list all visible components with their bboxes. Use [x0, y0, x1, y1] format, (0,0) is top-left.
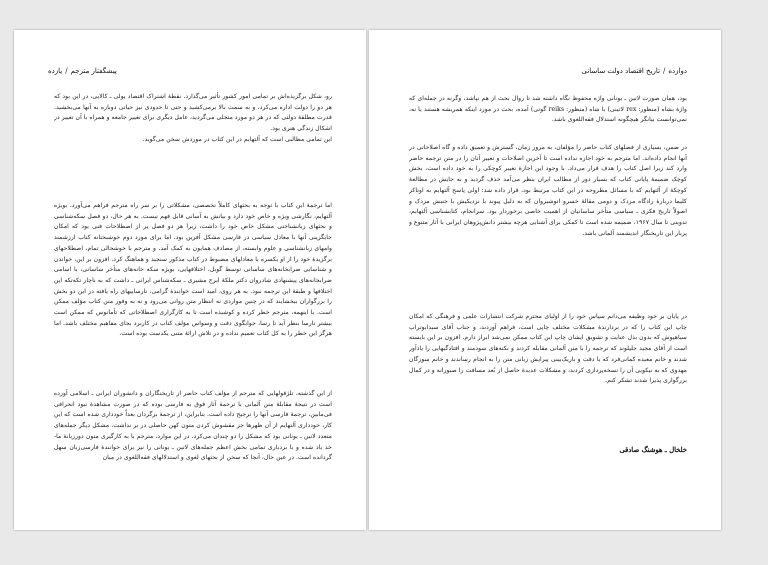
translator-signature: خلخال ـ هوشنگ صادقی [619, 446, 687, 454]
left-paragraph-2: اما ترجمهٔ این کتاب با توجه به بحثهای کاملاً تخصصی، مشکلاتی را بر سر راه مترجم فراهم می‌آورد. بویژه آلتهایم، نگارشی ویژه و خاص خود دارد و بیانش به آسانی قابل فهم نیست. به هر حال، دو فصل سکه‌شناسی و بحثهای زبانشناختی مشکل خاص خود را داشت، زیرا هر دو فصل پر از اصطلاحات فنی بود که امکان جایگزینی آنها با معادل سیاسی در فارسی مشکل آفرین بود. اما برای مورد دوم خوشبختانه کتاب ارزشمند وامهای زبانشناسی و علوم وابسته، از مصادف همایون به کمک آمد. و مترجم با خوشحالی تمام، اصطلاحهای برگزیدهٔ خود را از او یکسره با معادلهای مضبوط در کتاب مذکور سنجید و هماهنگ کرد. افزون بر این، خواندن و شناسایی ضرابخانه‌های ساسانی توسط گوبل، اختلافهایی، بویژه سکه خانه‌های متأخر ساسانی، با اسامی ضرابخانه‌های پیشنهادی شادروان دکتر ملکهٔ ایرج مشیری ـ سکه‌شناس ایرانی ـ داشت که به ناچار تکه‌تکه این اختلافها و طبقهٔ این ترجمه نبود. به هر روی، امید است خوانندهٔ گرامی، نارساییهای راه یافته در این دو بخش را بزرگواران ببخشایند که در چنین مواردی نه انتظار متن روانی می‌رود و نه به وفور متن کتاب مؤلف ممکن است. با اینهمه، مترجم خطر کرده و کوشیده است تا به کارگزاری اصطلاحاتی که تأمانوس که ممکن است بیشتر نارسا بنظر آید تا رسا، جوابگوی دقت و وسواس مؤلف کتاب در کاربرد بجای مفاهیم مختلف باشد. اما هرگز این خطر را به کل کتاب تعمیم نداده و در تلاش ارائهٔ متنی یکدست بوده است. [54, 202, 332, 338]
left-header-separator: / [65, 67, 68, 75]
left-header-page-number: یازده [48, 67, 63, 75]
right-header-page-number: دوازده [668, 67, 687, 75]
right-header-title: تاریخ اقتصاد دولت ساسانی [581, 67, 661, 75]
left-page-header [48, 67, 332, 75]
right-paragraph-1: بود، همان صورت لاتین ـ یونانی واژه محفوظ نگاه داشته شد تا روال بحث از هم نپاشد، وگرنه در جمله‌ای که واژهٔ بشاه (منظور: rex لاتینی) با شاه (منظور: reiks گوتی) آمده، بحث در مورد اینکه همریشه هستند یا نه، نمی‌توانست بیانگر هیچگونه استدلال فقه‌اللغوی باشد. [409, 95, 687, 124]
right-page-header [403, 67, 687, 75]
left-header-title: پیشگفتار مترجم [70, 67, 117, 75]
left-paragraph-3: از این گذشته، تلژقولهایی که مترجم از مؤلف کتاب حاضر از تاریخنگاران و دانشوران ایرانی ـ اسلامی آورده است در نتیجهٔ مقابلهٔ متن آلمانی با ترجمهٔ آثار فوق به فارسی بوده که در صورت مشاهدهٔ نبود انحرافی فی‌مابین، ترجمهٔ فارسی آنها را ترجیح داده است. بنابراین، از ترجمهٔ برگردان بعداً خودداری شده است که این کار، خودداری آلتهایم از آن ظهرها جز مقشوش کردن متون کهن حاصلی در بر نداشت. مشکل دیگر جمله‌های متعدد لاتین ـ یونانی بود که مشکل را دو چندان می‌کرد. در این موارد، مترجم با به کارگیری متون دورزبانهٔ ما-خذ یاد شده و با بردباری تمامی بخش اعظم جمله‌های لاتین ـ یونانی را نیز برای خوانندهٔ فارسی‌زبان سهل گردانده است. در عین حال، آنجا که سخن از بحثهای لغوی و استدلالهای فقه‌اللغوی در میان [54, 390, 332, 462]
right-paragraph-2: در ضمن، بسیاری از فصلهای کتاب حاضر را مؤلفان، به مرور زمان، گسترش و تعمیق داده و گاه اصلاحاتی در آنها انجام داده‌اند. اما مترجم به خود اجازه نداده است تا آخرین اصلاحات و تغییر آنان را در متن ترجمه حاضر وارد کند زیرا اصل کتاب را هدف قرار می‌داد. با وجود این اجازهٔ تغییر کوچکی را به خود داده است، بخش کوچک ضمیمهٔ پایانی کتاب که بسیار دور از مطالب ایران بنظر می‌آمد حذف گردید و به جایش در مطالعهٔ کوچکهٔ از آلتهایم که با مسائل مطروحه در این کتاب مرتبط بود، قرار داده شد: اولی پاسخ آلتهایم به اوتاکر کلیما دربارهٔ زادگاه مزدک و دومی مقالهٔ خسرو انوشیروان که به دلیل پیوند با نزدیکیش با جنبش مزدک و اصولاً تاریخ فکری ـ سیاسی متأخر ساسانیان از اهمیت خاصی برخوردار بود. سرانجام، کتابشناسی آلتهایم، تدوینی تا سال ۱۹۶۷، ضمیمه شده است تا کمکی برای آشنایی هرچه بیشتر دانش‌پژوهان ایرانی با آثار متنوع و پربار این تاریخنگار اندیشمند آلمانی باشد. [409, 144, 687, 237]
right-page [369, 30, 721, 530]
right-paragraph-3: در پایان بر خود وظیفه می‌دانم سپاس خود را از اولیای محترم شرکت انتشارات علمی و فرهنگی که امکان چاپ این کتاب را که در بردارندهٔ مشکلات مختلف چاپی است، فراهم آوردند، و جناب آقای سیدابوتراب سیاهپوش که بدون بذل عنایت و تشویق ایشان چاپ این کتاب ممکن نمی‌شد ابراز دارم. افزون بر این بایسته است از آقای مجید جلیلوند که ترجمه را با متن آلمانی مقابله کردند و نکته‌های سودمند و افتادگیهایی را یادآور شدند و خانم معیده کمانی‌فرد که با دقت و باریک‌بینی پیرایش زبانی متن را به انجام رساندند و خانم سوزگان مهدوی که به نیکویی آن را نسخه‌پردازی کردند، و مشکلات عدیدهٔ حاصل از بُعد مسافت را صبورانه و در کمال بزرگواری پذیرا شدند تشکر کنم. [409, 313, 687, 385]
left-paragraph-1: رو، شکل برگزیده‌اش بر تمامی امور کشور تأثیر می‌گذارد. نقطهٔ اشتراک اقتصاد پولی ـ کالایی، در این بود که هر دو را دولت اداره می‌کرد، و به سمت بالا برمی‌کشید و حتی تا حدودی نیز حیاتی دوباره به آنها می‌بخشید. قدرت مطلقهٔ دولتی که در هر دو مورد متجلی می‌گردید، عامل دیگری برای تغییر جامعه و همراه با آن تغییر در اشکال زندگی هنری بود. این تمامی مطالبی است که آلتهایم در این کتاب در موردش سخن می‌گوید. [54, 93, 332, 143]
right-header-separator: / [663, 67, 666, 75]
left-page [14, 30, 366, 530]
